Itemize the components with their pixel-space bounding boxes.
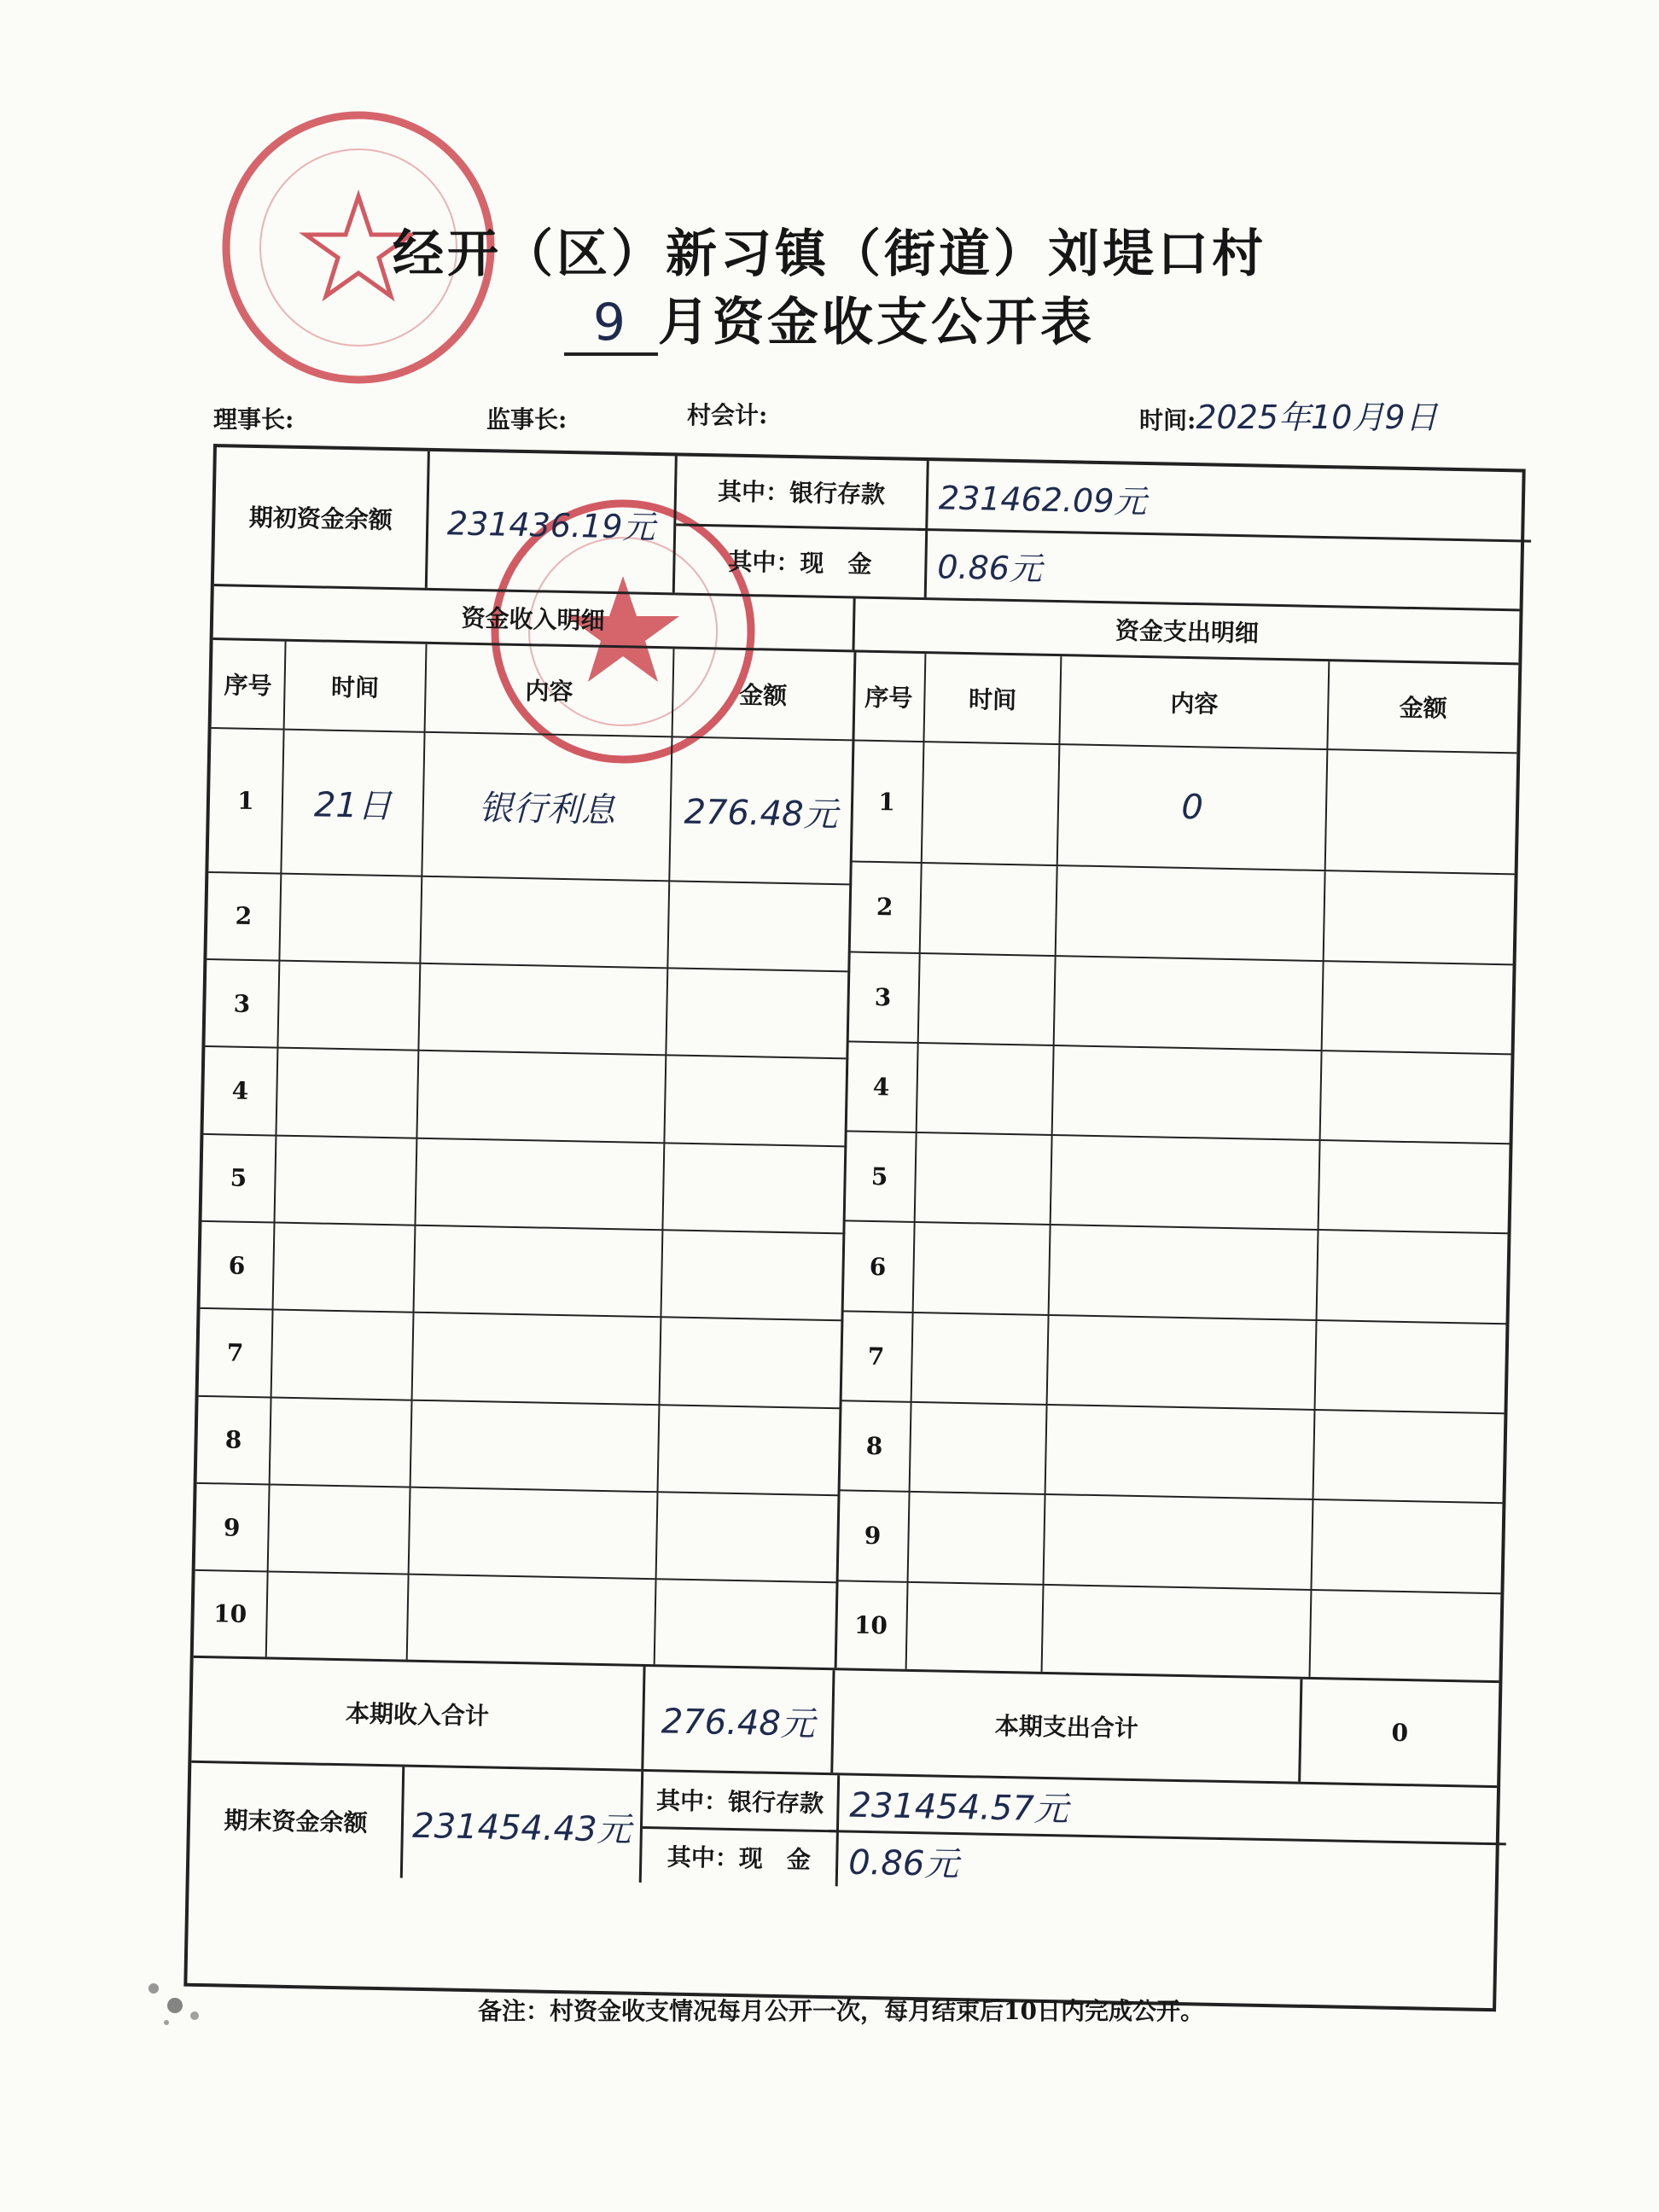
ledger-tables	[194, 640, 1519, 1683]
income-row-amount	[662, 1143, 845, 1233]
closing-bank-value: 231454.57元	[849, 1785, 1069, 1830]
supervisor-label: 监事长:	[486, 405, 568, 434]
opening-breakdown-labels	[675, 456, 929, 597]
expense-total-value: 0	[1391, 1718, 1409, 1747]
expense-row-time	[909, 1402, 1047, 1494]
income-row-no: 7	[199, 1308, 273, 1397]
expense-row-time	[918, 953, 1057, 1045]
income-row	[195, 1483, 839, 1583]
income-section-title: 资金收入明细	[213, 586, 856, 649]
date-label: 时间:	[1139, 406, 1196, 434]
income-row-amount	[666, 968, 848, 1058]
expense-row-content	[1052, 1045, 1321, 1140]
income-row-time	[276, 1048, 418, 1138]
opening-bank-label: 其中：银行存款	[676, 456, 927, 530]
expense-row	[847, 952, 1513, 1054]
income-row-time	[270, 1397, 412, 1487]
income-row-no: 2	[207, 872, 281, 961]
income-row	[202, 1134, 846, 1234]
opening-balance-label: 期初资金余额	[214, 447, 430, 588]
closing-breakdown-values	[838, 1775, 1497, 1899]
closing-bank-label: 其中：银行存款	[643, 1772, 837, 1832]
income-row-amount	[655, 1580, 837, 1668]
income-row-content	[410, 1400, 660, 1492]
income-row-no: 10	[194, 1570, 268, 1656]
expense-table	[835, 652, 1519, 1680]
expense-total-label: 本期支出合计	[833, 1670, 1302, 1781]
income-row-time	[277, 961, 420, 1051]
closing-balance-amount: 231454.43元	[411, 1806, 632, 1850]
subtitle-suffix: 月资金收支公开表	[658, 293, 1095, 352]
expense-row-content	[1044, 1494, 1313, 1589]
closing-breakdown-labels	[642, 1772, 840, 1886]
income-row-content	[409, 1487, 658, 1580]
expense-header-time: 时间	[923, 654, 1062, 744]
expense-row	[837, 1491, 1503, 1593]
expense-row-amount	[1309, 1589, 1500, 1680]
expense-section-title: 资金支出明细	[1115, 616, 1260, 648]
income-total-label: 本期收入合计	[191, 1658, 645, 1769]
expense-row-amount	[1313, 1410, 1504, 1504]
expense-row	[851, 740, 1517, 874]
income-row-amount	[667, 881, 850, 971]
opening-cash-label: 其中：现 金	[728, 547, 872, 579]
income-row	[207, 872, 850, 972]
income-row-content	[415, 1138, 664, 1230]
income-row-no: 6	[201, 1221, 275, 1310]
expense-row-no: 3	[847, 952, 920, 1043]
income-header-content: 内容	[425, 644, 674, 737]
expense-row-no: 7	[841, 1311, 913, 1402]
expense-row-amount	[1323, 870, 1514, 964]
accountant-signature	[687, 397, 767, 431]
expense-row-time	[917, 1043, 1055, 1135]
income-row	[194, 1570, 837, 1668]
income-row	[201, 1221, 844, 1321]
expense-row-no: 9	[837, 1491, 910, 1582]
income-row-content	[418, 963, 667, 1056]
supervisor-signature	[486, 401, 567, 435]
expense-row-content	[1056, 865, 1324, 960]
opening-balance-amount: 231436.19元	[446, 504, 655, 546]
income-row	[203, 1046, 847, 1146]
expense-row-content	[1049, 1225, 1318, 1319]
chairman-signature	[213, 401, 294, 435]
date-value: 2025年10月9日	[1196, 399, 1438, 436]
expense-row-time	[912, 1222, 1051, 1314]
income-row-no: 8	[197, 1396, 271, 1485]
opening-balance-row	[214, 447, 1522, 611]
expense-row-time	[905, 1581, 1044, 1672]
expense-row-content: 0	[1180, 787, 1204, 828]
expense-row-no: 5	[844, 1131, 917, 1222]
income-row	[199, 1308, 842, 1408]
finance-form	[183, 444, 1525, 2011]
income-row-content	[407, 1575, 656, 1664]
expense-row	[849, 862, 1515, 964]
expense-header-amount: 金额	[1327, 661, 1518, 753]
income-row-time	[279, 873, 422, 963]
expense-row-amount	[1318, 1140, 1509, 1234]
date-field	[1139, 391, 1438, 438]
expense-row	[835, 1580, 1501, 1680]
expense-row-no: 8	[839, 1400, 911, 1492]
income-row-no: 4	[203, 1046, 277, 1135]
income-row-time	[268, 1484, 410, 1574]
expense-row-no: 10	[835, 1580, 908, 1669]
expense-header-content: 内容	[1060, 656, 1329, 749]
income-row-no: 9	[195, 1483, 270, 1572]
income-row	[208, 728, 853, 884]
income-row-amount	[656, 1492, 839, 1582]
expense-row-content	[1054, 956, 1323, 1051]
expense-row	[842, 1221, 1508, 1324]
income-row-amount	[664, 1056, 847, 1146]
income-row-content	[412, 1313, 661, 1405]
income-row-content	[420, 876, 669, 969]
income-row-content	[416, 1051, 666, 1143]
income-row-content: 银行利息	[478, 788, 616, 830]
expense-row-content	[1047, 1315, 1316, 1410]
income-row	[205, 959, 848, 1059]
expense-row-amount	[1321, 961, 1512, 1055]
expense-row-time	[920, 863, 1058, 955]
income-row-amount	[661, 1230, 843, 1320]
expense-row-content	[1042, 1584, 1311, 1676]
income-row-time	[274, 1135, 416, 1225]
form-title: 经开（区）新习镇（街道）刘堤口村	[393, 224, 1266, 284]
scan-smudge	[128, 1963, 222, 2040]
closing-cash-label: 其中：现 金	[667, 1842, 812, 1874]
chairman-label: 理事长:	[213, 405, 294, 434]
opening-bank-value: 231462.09元	[938, 479, 1147, 521]
expense-row	[846, 1041, 1511, 1144]
opening-cash-value: 0.86元	[936, 548, 1043, 588]
income-row-no: 1	[208, 728, 283, 873]
expense-header-no: 序号	[853, 652, 925, 742]
income-row	[197, 1396, 841, 1496]
income-header-time: 时间	[284, 642, 427, 732]
expense-row-content	[1051, 1135, 1319, 1230]
expense-row	[841, 1311, 1506, 1413]
income-row-time	[271, 1310, 414, 1400]
expense-row-time	[911, 1313, 1049, 1405]
income-row-time	[266, 1572, 409, 1660]
closing-balance-label: 期末资金余额	[189, 1763, 405, 1878]
closing-cash-value: 0.86元	[847, 1842, 959, 1884]
income-row-no: 3	[205, 959, 279, 1048]
expense-row	[839, 1400, 1505, 1503]
expense-row-amount	[1314, 1320, 1505, 1414]
month-value: 9	[564, 293, 658, 356]
income-total-value: 276.48元	[661, 1701, 816, 1744]
expense-row-amount	[1324, 749, 1516, 875]
expense-row	[844, 1131, 1510, 1233]
income-header-amount: 金额	[672, 649, 855, 740]
accountant-label: 村会计:	[687, 401, 768, 429]
opening-breakdown-values	[927, 461, 1522, 608]
income-row-amount	[659, 1318, 841, 1408]
expense-row-no: 4	[846, 1041, 918, 1132]
income-header-no: 序号	[212, 640, 286, 730]
income-row-amount	[658, 1405, 841, 1495]
form-subtitle	[0, 282, 1659, 356]
income-row-no: 5	[202, 1134, 276, 1223]
income-row-content	[413, 1225, 662, 1318]
expense-row-no: 2	[849, 862, 922, 953]
expense-row-no: 1	[851, 740, 924, 863]
footnote: 备注：村资金收支情况每月公开一次，每月结束后10日内完成公开。	[478, 1997, 1204, 2025]
expense-row-time	[907, 1492, 1045, 1584]
expense-row-content	[1045, 1405, 1314, 1499]
expense-row-time	[922, 742, 1060, 865]
expense-row-amount	[1319, 1051, 1511, 1144]
income-row-amount: 276.48元	[684, 792, 838, 835]
expense-row-amount	[1311, 1499, 1502, 1593]
expense-row-time	[914, 1132, 1052, 1225]
expense-row-amount	[1316, 1230, 1507, 1324]
income-row-time: 21日	[313, 785, 393, 826]
expense-row-no: 6	[842, 1221, 915, 1313]
income-row-time	[273, 1223, 416, 1313]
income-table	[194, 640, 856, 1668]
